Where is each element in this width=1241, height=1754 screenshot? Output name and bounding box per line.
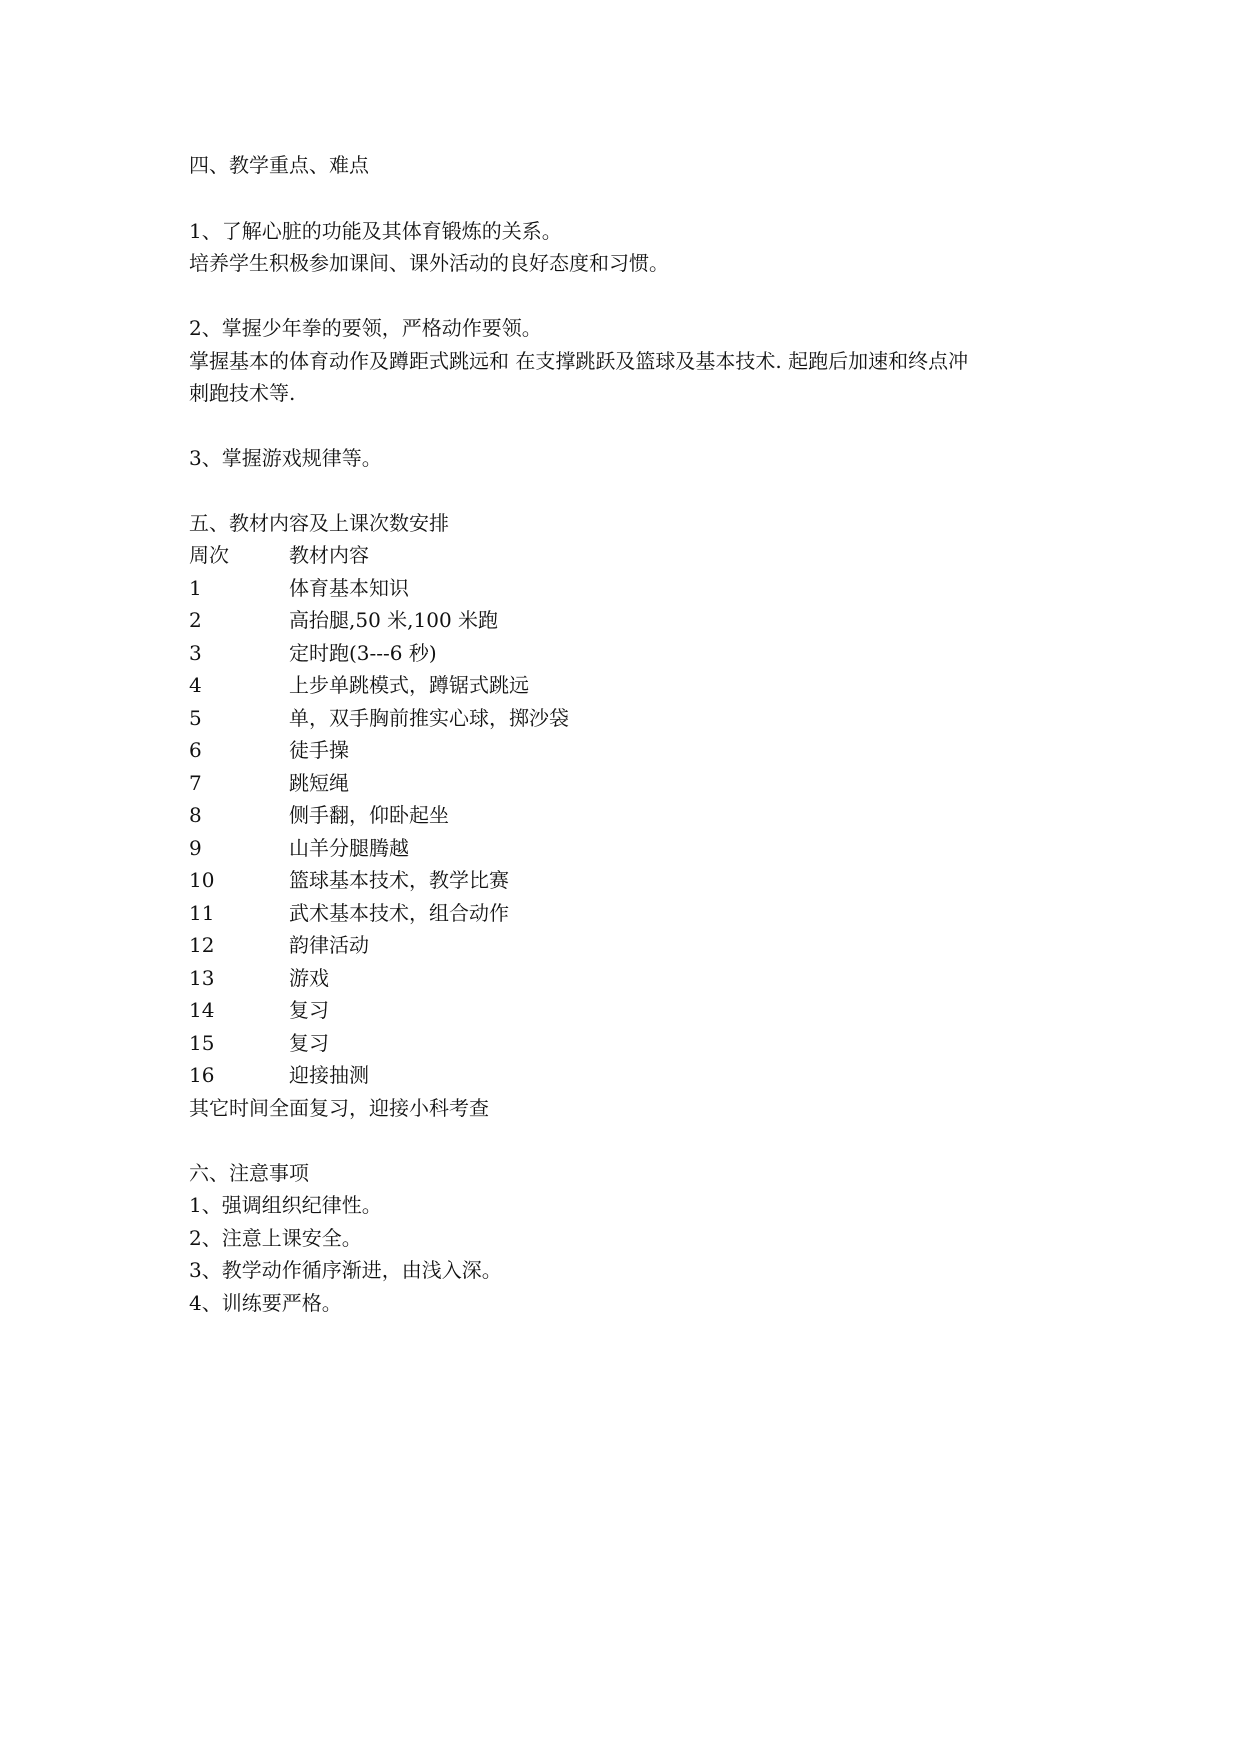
week-content: 单，双手胸前推实心球，掷沙袋 (289, 706, 569, 730)
section4-point2-title: 2、掌握少年拳的要领，严格动作要领。 (189, 316, 542, 340)
week-number: 8 (189, 803, 202, 827)
week-content: 山羊分腿腾越 (289, 836, 409, 860)
week-number: 9 (189, 836, 202, 860)
week-content: 篮球基本技术，教学比赛 (289, 868, 509, 892)
week-content: 侧手翻，仰卧起坐 (289, 803, 449, 827)
section4-point1-body: 培养学生积极参加课间、课外活动的良好态度和习惯。 (189, 251, 669, 275)
week-content: 迎接抽测 (289, 1063, 369, 1087)
week-number: 16 (189, 1063, 215, 1087)
week-number: 1 (189, 576, 202, 600)
week-content: 武术基本技术，组合动作 (289, 901, 509, 925)
week-number: 3 (189, 641, 202, 665)
week-number: 2 (189, 608, 202, 632)
week-number: 6 (189, 738, 202, 762)
notice-item: 4、训练要严格。 (189, 1291, 342, 1315)
notice-item: 2、注意上课安全。 (189, 1226, 362, 1250)
week-content: 定时跑(3---6 秒) (289, 641, 437, 665)
week-number: 11 (189, 901, 215, 925)
week-content: 复习 (289, 1031, 329, 1055)
column-header-content: 教材内容 (289, 543, 369, 567)
week-content: 复习 (289, 998, 329, 1022)
week-content: 游戏 (289, 966, 329, 990)
section4-point2-body-line1: 掌握基本的体育动作及蹲距式跳远和 在支撑跳跃及篮球及基本技术. 起跑后加速和终点冲 (189, 349, 969, 373)
week-number: 12 (189, 933, 215, 957)
week-content: 韵律活动 (289, 933, 369, 957)
column-header-week: 周次 (189, 543, 229, 567)
week-number: 5 (189, 706, 202, 730)
notice-item: 1、强调组织纪律性。 (189, 1193, 382, 1217)
week-content: 上步单跳模式，蹲锯式跳远 (289, 673, 529, 697)
notice-item: 3、教学动作循序渐进，由浅入深。 (189, 1258, 502, 1282)
week-number: 4 (189, 673, 202, 697)
week-content: 徒手操 (289, 738, 349, 762)
week-content: 跳短绳 (289, 771, 349, 795)
section6-heading: 六、注意事项 (189, 1161, 309, 1185)
section4-point2-body-line2: 刺跑技术等. (189, 381, 296, 405)
section5-heading: 五、教材内容及上课次数安排 (189, 511, 449, 535)
week-number: 10 (189, 868, 215, 892)
week-number: 13 (189, 966, 215, 990)
week-content: 体育基本知识 (289, 576, 409, 600)
section5-footer: 其它时间全面复习，迎接小科考查 (189, 1096, 489, 1120)
week-number: 14 (189, 998, 215, 1022)
section4-point1-title: 1、了解心脏的功能及其体育锻炼的关系。 (189, 219, 562, 243)
section4-point3-title: 3、掌握游戏规律等。 (189, 446, 382, 470)
week-content: 高抬腿,50 米,100 米跑 (289, 608, 499, 632)
section4-heading: 四、教学重点、难点 (189, 153, 369, 177)
week-number: 15 (189, 1031, 215, 1055)
week-number: 7 (189, 771, 202, 795)
